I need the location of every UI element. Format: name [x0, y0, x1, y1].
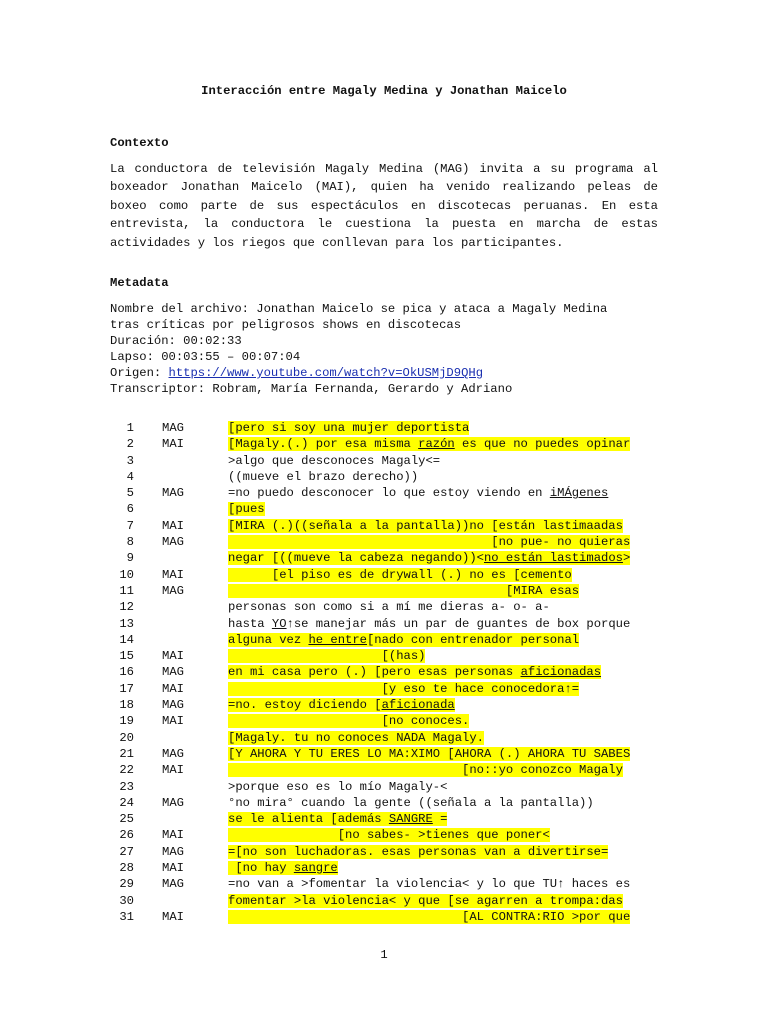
speaker-code: MAG	[162, 795, 184, 810]
transcript-line	[110, 860, 670, 876]
speaker-code: MAI	[162, 567, 184, 582]
utterance-segment: =no. estoy diciendo [	[228, 698, 382, 713]
utterance-text	[228, 909, 630, 925]
transcript-line	[110, 632, 670, 648]
utterance-text	[228, 420, 469, 436]
speaker-code: MAG	[162, 844, 184, 859]
metadata-heading: Metadata	[110, 276, 169, 290]
line-number: 17	[119, 681, 134, 696]
utterance-segment: =no puedo desconocer lo que estoy viendo en	[228, 486, 550, 501]
utterance-text	[228, 762, 623, 778]
speaker-code: MAI	[162, 861, 184, 876]
utterance-segment: hasta	[228, 616, 272, 631]
transcript-line	[110, 501, 670, 517]
line-number: 30	[119, 893, 134, 908]
utterance-text	[228, 501, 265, 517]
metadata-block	[110, 301, 670, 397]
utterance-text	[228, 616, 630, 632]
utterance-segment: [pero si soy una mujer deportista	[228, 421, 470, 435]
utterance-segment: en mi casa pero (.) [pero esas personas	[228, 665, 521, 680]
utterance-segment: [AL CONTRA:RIO >por que	[228, 909, 631, 924]
transcript-line	[110, 893, 670, 909]
transcript-line	[110, 779, 670, 795]
line-number: 22	[119, 763, 134, 778]
document-title: Interacción entre Magaly Medina y Jonathan Maicelo	[201, 84, 567, 98]
underlined-segment: aficionada	[381, 698, 455, 713]
transcript-line	[110, 648, 670, 664]
transcript-line	[110, 811, 670, 827]
utterance-text	[228, 632, 579, 648]
speaker-code: MAI	[162, 437, 184, 452]
speaker-code: MAI	[162, 909, 184, 924]
utterance-text	[228, 453, 440, 469]
line-number: 8	[126, 535, 134, 550]
line-number: 15	[119, 649, 134, 664]
transcript-table	[110, 420, 670, 925]
page-number: 1	[380, 948, 388, 962]
utterance-segment: [no hay	[228, 861, 294, 876]
line-number: 26	[119, 828, 134, 843]
underlined-segment: no están lastimados	[483, 551, 623, 566]
transcript-line	[110, 420, 670, 436]
transcript-line	[110, 616, 670, 632]
underlined-segment: YO	[271, 616, 287, 631]
transcript-line	[110, 697, 670, 713]
utterance-text	[228, 681, 579, 697]
utterance-segment: >algo que desconoces Magaly<=	[228, 453, 441, 468]
line-number: 13	[119, 616, 134, 631]
transcript-line	[110, 681, 670, 697]
metadata-filename-line-2: tras críticas por peligrosos shows en discotecas	[110, 318, 462, 332]
speaker-code: MAI	[162, 681, 184, 696]
transcript-line	[110, 664, 670, 680]
transcript-line	[110, 550, 670, 566]
utterance-segment: =[no son luchadoras. esas personas van a divertirse=	[228, 844, 609, 859]
utterance-segment: [Y AHORA Y TU ERES LO MA:XIMO [AHORA (.) AHORA TU SABES	[228, 746, 631, 761]
transcript-line	[110, 876, 670, 892]
transcript-line	[110, 909, 670, 925]
metadata-transcriber: Transcriptor: Robram, María Fernanda, Gerardo y Adriano	[110, 382, 513, 396]
context-paragraph: La conductora de televisión Magaly Medina (MAG) invita a su programa al boxeador Jonathan Maicelo (MAI), quien ha venido realizando peleas de boxeo como parte de sus espectáculos en discotecas peruanas. En esta entrevista, la conductora le cuestiona la puesta en marcha de estas actividades y los riegos que conllevan para los participantes.	[110, 162, 658, 250]
utterance-segment: [Magaly. tu no conoces NADA Magaly.	[228, 730, 484, 745]
line-number: 5	[126, 486, 134, 501]
line-number: 7	[126, 518, 134, 533]
utterance-segment: negar [((mueve la cabeza negando))<	[228, 551, 484, 566]
line-number: 6	[126, 502, 134, 517]
utterance-text	[228, 746, 630, 762]
transcript-line	[110, 713, 670, 729]
speaker-code: MAG	[162, 583, 184, 598]
line-number: 10	[119, 567, 134, 582]
speaker-code: MAG	[162, 535, 184, 550]
speaker-code: MAG	[162, 698, 184, 713]
utterance-segment: [el piso es de drywall (.) no es [cemento	[228, 567, 572, 582]
utterance-text	[228, 550, 630, 566]
utterance-segment: [y eso te hace conocedora↑=	[228, 681, 580, 696]
utterance-segment: [no conoces.	[228, 714, 470, 729]
utterance-segment: [Magaly.(.) por esa misma	[228, 437, 419, 452]
line-number: 27	[119, 844, 134, 859]
utterance-segment: [no::yo conozco Magaly	[228, 763, 623, 778]
underlined-segment: iMÁgenes	[549, 486, 609, 501]
line-number: 14	[119, 632, 134, 647]
line-number: 24	[119, 795, 134, 810]
speaker-code: MAI	[162, 518, 184, 533]
metadata-lapse: Lapso: 00:03:55 – 00:07:04	[110, 350, 301, 364]
utterance-text	[228, 730, 484, 746]
line-number: 18	[119, 698, 134, 713]
utterance-text	[228, 599, 550, 615]
utterance-segment: °no mira° cuando la gente ((señala a la pantalla))	[228, 795, 594, 810]
utterance-text	[228, 485, 608, 501]
utterance-text	[228, 811, 447, 827]
line-number: 3	[126, 453, 134, 468]
utterance-text	[228, 860, 338, 876]
transcript-line	[110, 827, 670, 843]
speaker-code: MAG	[162, 877, 184, 892]
line-number: 25	[119, 812, 134, 827]
utterance-segment: ((mueve el brazo derecho))	[228, 469, 419, 484]
line-number: 23	[119, 779, 134, 794]
underlined-segment: SANGRE	[388, 812, 433, 827]
transcript-line	[110, 762, 670, 778]
transcript-line	[110, 453, 670, 469]
line-number: 12	[119, 600, 134, 615]
transcript-line	[110, 599, 670, 615]
utterance-segment: alguna vez	[228, 632, 309, 647]
utterance-segment: [nado con entrenador personal	[366, 632, 580, 647]
line-number: 9	[126, 551, 134, 566]
utterance-segment: [pues	[228, 502, 265, 517]
utterance-segment: [MIRA esas	[228, 583, 580, 598]
speaker-code: MAI	[162, 714, 184, 729]
speaker-code: MAI	[162, 828, 184, 843]
utterance-segment: se le alienta [además	[228, 812, 389, 827]
metadata-origin	[110, 365, 670, 381]
utterance-text	[228, 827, 550, 843]
utterance-text	[228, 844, 608, 860]
line-number: 4	[126, 469, 134, 484]
line-number: 1	[126, 421, 134, 435]
transcript-line	[110, 534, 670, 550]
utterance-segment: [MIRA (.)((señala a la pantalla))no [están lastimaadas	[228, 518, 623, 533]
line-number: 11	[119, 583, 134, 598]
line-number: 28	[119, 861, 134, 876]
utterance-text	[228, 648, 425, 664]
transcript-line	[110, 746, 670, 762]
utterance-segment: =	[432, 812, 448, 827]
utterance-text	[228, 469, 418, 485]
utterance-segment: [no sabes- >tienes que poner<	[228, 828, 550, 843]
utterance-segment: ↑se manejar más un par de guantes de box porque	[286, 616, 631, 631]
line-number: 20	[119, 730, 134, 745]
transcript-line	[110, 469, 670, 485]
speaker-code: MAI	[162, 763, 184, 778]
utterance-text	[228, 583, 579, 599]
utterance-segment: fomentar >la violencia< y que [se agarren a trompa:das	[228, 893, 623, 908]
utterance-text	[228, 876, 630, 892]
utterance-text	[228, 567, 572, 583]
utterance-text	[228, 534, 630, 550]
utterance-text	[228, 518, 623, 534]
transcript-line	[110, 583, 670, 599]
transcript-line	[110, 730, 670, 746]
utterance-text	[228, 713, 469, 729]
metadata-duration: Duración: 00:02:33	[110, 334, 242, 348]
speaker-code: MAG	[162, 421, 184, 435]
underlined-segment: sangre	[293, 861, 338, 876]
utterance-segment: [(has)	[228, 649, 426, 664]
line-number: 29	[119, 877, 134, 892]
metadata-origin-label: Origen:	[110, 366, 169, 380]
speaker-code: MAG	[162, 746, 184, 761]
metadata-filename-line-1: Nombre del archivo: Jonathan Maicelo se pica y ataca a Magaly Medina	[110, 302, 608, 316]
line-number: 21	[119, 746, 134, 761]
speaker-code: MAG	[162, 665, 184, 680]
underlined-segment: razón	[418, 437, 455, 452]
underlined-segment: aficionadas	[520, 665, 602, 680]
origin-link[interactable]: https://www.youtube.com/watch?v=OkUSMjD9QHg	[168, 366, 484, 380]
line-number: 16	[119, 665, 134, 680]
utterance-segment: es que no puedes opinar	[454, 437, 631, 452]
transcript-line	[110, 485, 670, 501]
underlined-segment: he entre	[308, 632, 367, 647]
context-heading: Contexto	[110, 136, 169, 150]
utterance-text	[228, 664, 601, 680]
transcript-line	[110, 567, 670, 583]
utterance-text	[228, 436, 630, 452]
utterance-segment: [no pue- no quieras	[228, 535, 631, 550]
speaker-code: MAI	[162, 649, 184, 664]
transcript-line	[110, 795, 670, 811]
utterance-text	[228, 779, 447, 795]
utterance-segment: >porque eso es lo mío Magaly-<	[228, 779, 448, 794]
transcript-line	[110, 844, 670, 860]
line-number: 19	[119, 714, 134, 729]
utterance-segment: personas son como si a mí me dieras a- o- a-	[228, 600, 550, 615]
line-number: 31	[119, 909, 134, 924]
transcript-line	[110, 518, 670, 534]
line-number: 2	[126, 437, 134, 452]
utterance-segment: =no van a >fomentar la violencia< y lo que TU↑ haces es	[228, 877, 631, 892]
speaker-code: MAG	[162, 486, 184, 501]
transcript-line	[110, 436, 670, 452]
utterance-text	[228, 697, 455, 713]
utterance-text	[228, 893, 623, 909]
utterance-segment: >	[622, 551, 631, 566]
utterance-text	[228, 795, 594, 811]
